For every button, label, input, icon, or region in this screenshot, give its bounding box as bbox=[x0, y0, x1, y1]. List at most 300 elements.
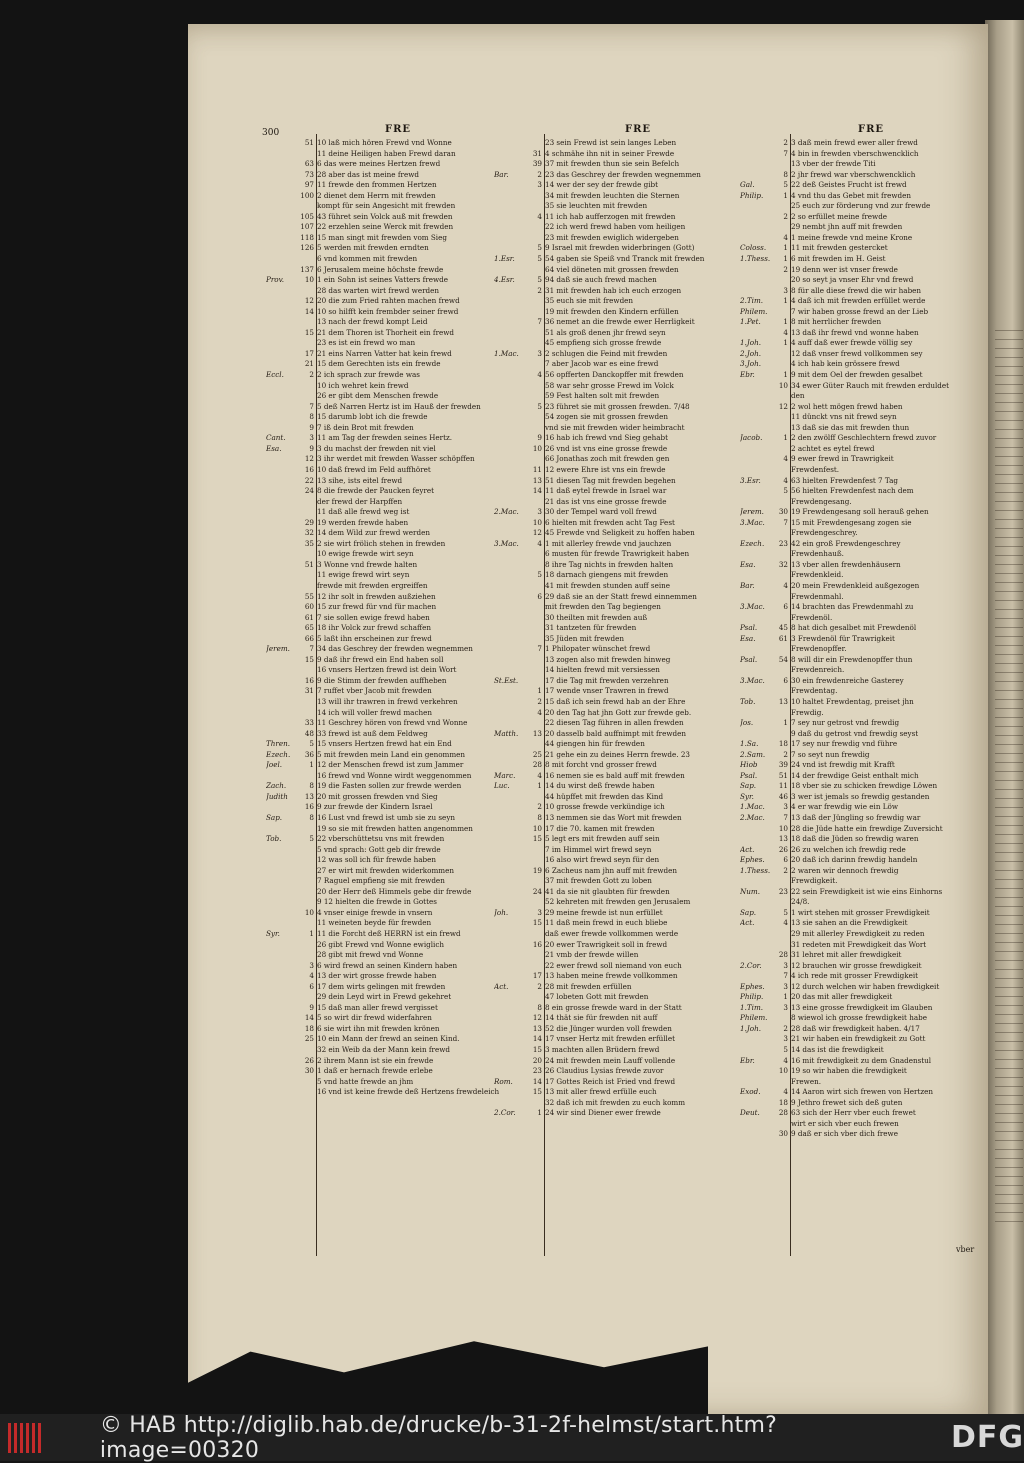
entry-text: 17 vnser Hertz mit frewden erfüllet bbox=[545, 1034, 675, 1044]
book-ref bbox=[740, 665, 770, 676]
book-ref: St.Est. bbox=[494, 675, 519, 685]
book-ref: 1.Joh. bbox=[740, 1023, 761, 1033]
entry-text: 37 mit frewden thun sie sein Befelch bbox=[545, 159, 680, 169]
entry-text: 20 mein Frewdenkleid außgezogen bbox=[791, 580, 920, 590]
entry-text: vnd sie mit frewden wider heimbracht bbox=[545, 422, 685, 432]
entry-text: 14 ich will voller frewd machen bbox=[317, 707, 432, 717]
chapter-ref: 13 bbox=[778, 696, 788, 706]
chapter-ref bbox=[296, 1087, 317, 1098]
entry-text: 26 zu welchen ich frewdig rede bbox=[791, 844, 906, 854]
entry-text: 13 sihe, ists eitel frewd bbox=[317, 475, 403, 485]
book-ref bbox=[266, 454, 296, 465]
book-ref bbox=[266, 412, 296, 423]
index-entry bbox=[740, 286, 985, 297]
index-entry bbox=[266, 1013, 511, 1024]
entry-text: 19 denn wer ist vnser frewde bbox=[791, 264, 898, 274]
entry-text: 3 wer ist jemals so frewdig gestanden bbox=[791, 791, 930, 801]
chapter-ref: 14 bbox=[532, 1034, 542, 1044]
book-ref bbox=[266, 876, 296, 887]
book-ref bbox=[266, 328, 296, 339]
index-entry bbox=[266, 1087, 511, 1098]
chapter-ref: 30 bbox=[304, 1066, 314, 1076]
entry-text: 11 mit frewden gestercket bbox=[791, 243, 888, 253]
entry-text: 14 hielten frewd mit versiessen bbox=[545, 665, 660, 675]
entry-text: 56 hielten Frewdenfest nach dem bbox=[791, 486, 914, 496]
chapter-ref bbox=[524, 792, 545, 803]
book-ref bbox=[494, 1087, 524, 1098]
index-entry bbox=[740, 328, 985, 339]
chapter-ref bbox=[770, 570, 791, 581]
chapter-ref: 4 bbox=[783, 1055, 788, 1065]
entry-text: 10 ewige frewde wirt seyn bbox=[317, 549, 414, 559]
book-ref bbox=[494, 159, 524, 170]
chapter-ref: 7 bbox=[309, 644, 314, 654]
book-ref bbox=[494, 834, 524, 845]
book-ref bbox=[266, 613, 296, 624]
book-ref bbox=[494, 402, 524, 413]
entry-text: 13 zogen also mit frewden hinweg bbox=[545, 654, 671, 664]
book-ref: Act. bbox=[494, 981, 509, 991]
book-ref bbox=[494, 212, 524, 223]
chapter-ref: 3 bbox=[783, 802, 788, 812]
index-entry bbox=[494, 781, 739, 792]
entry-text: 23 sein Frewd ist sein langes Leben bbox=[545, 138, 677, 147]
chapter-ref: 18 bbox=[778, 1097, 788, 1107]
book-ref bbox=[740, 971, 770, 982]
facing-page-text bbox=[995, 330, 1023, 1230]
index-entry bbox=[740, 233, 985, 244]
chapter-ref bbox=[770, 592, 791, 603]
index-entry bbox=[494, 465, 739, 476]
entry-text: daß ewer frewde vollkommen werde bbox=[545, 929, 679, 939]
entry-text: 7 aber Jacob war es eine frewd bbox=[545, 359, 659, 369]
chapter-ref: 10 bbox=[778, 823, 788, 833]
chapter-ref: 3 bbox=[537, 180, 542, 190]
book-ref: 4.Esr. bbox=[494, 275, 515, 285]
entry-text: 7 sie sollen ewige frewd haben bbox=[317, 612, 430, 622]
book-ref bbox=[266, 918, 296, 929]
book-ref bbox=[740, 1129, 770, 1140]
book-ref bbox=[494, 1098, 524, 1109]
chapter-ref: 14 bbox=[532, 1076, 542, 1086]
chapter-ref: 2 bbox=[537, 285, 542, 295]
book-ref bbox=[494, 1034, 524, 1045]
chapter-ref: 15 bbox=[532, 1045, 542, 1055]
book-ref bbox=[494, 581, 524, 592]
book-ref: 3.Mac. bbox=[740, 517, 765, 527]
entry-text: 6 Jerusalem meine höchste frewde bbox=[317, 264, 444, 274]
chapter-ref: 5 bbox=[537, 401, 542, 411]
chapter-ref: 4 bbox=[783, 232, 788, 242]
entry-text: 4 ich rede mit grosser Frewdigkeit bbox=[791, 971, 919, 981]
index-entry bbox=[740, 476, 985, 487]
chapter-ref bbox=[770, 1119, 791, 1130]
index-entry bbox=[740, 423, 985, 434]
entry-text: 20 mit grossen frewden vnd Sieg bbox=[317, 791, 438, 801]
entry-text: 3 ihr werdet mit frewden Wasser schöpffen bbox=[317, 454, 475, 464]
index-entry bbox=[266, 686, 511, 697]
book-ref bbox=[494, 824, 524, 835]
chapter-ref: 28 bbox=[532, 760, 542, 770]
chapter-ref: 51 bbox=[304, 138, 314, 147]
entry-text: 5 werden mit frewden erndten bbox=[317, 243, 429, 253]
chapter-ref bbox=[524, 665, 545, 676]
chapter-ref bbox=[770, 497, 791, 508]
book-ref bbox=[266, 802, 296, 813]
chapter-ref bbox=[296, 771, 317, 782]
index-entry bbox=[266, 549, 511, 560]
chapter-ref: 5 bbox=[783, 1045, 788, 1055]
index-entry bbox=[494, 918, 739, 929]
index-entry bbox=[266, 170, 511, 181]
index-entry bbox=[740, 866, 985, 877]
book-ref bbox=[494, 697, 524, 708]
chapter-ref: 10 bbox=[532, 517, 542, 527]
chapter-ref: 36 bbox=[304, 749, 314, 759]
book-ref bbox=[494, 317, 524, 328]
entry-text: 17 Gottes Reich ist Fried vnd frewd bbox=[545, 1076, 676, 1086]
book-ref bbox=[740, 201, 770, 212]
chapter-ref: 3 bbox=[537, 507, 542, 517]
book-ref: Philip. bbox=[740, 190, 764, 200]
chapter-ref bbox=[524, 897, 545, 908]
entry-text: 17 die 70. kamen mit frewden bbox=[545, 823, 655, 833]
index-entry bbox=[266, 855, 511, 866]
book-ref bbox=[266, 971, 296, 982]
index-entry bbox=[266, 476, 511, 487]
chapter-ref: 55 bbox=[304, 591, 314, 601]
chapter-ref: 13 bbox=[304, 791, 314, 801]
chapter-ref: 9 bbox=[309, 1002, 314, 1012]
entry-text: 4 ich hab kein grössere frewd bbox=[791, 359, 900, 369]
index-entry bbox=[494, 539, 739, 550]
book-ref bbox=[740, 613, 770, 624]
index-entry bbox=[494, 897, 739, 908]
index-entry bbox=[494, 338, 739, 349]
chapter-ref: 1 bbox=[783, 992, 788, 1002]
index-entry bbox=[494, 876, 739, 887]
book-ref bbox=[494, 739, 524, 750]
book-ref: Matth. bbox=[494, 728, 519, 738]
book-ref bbox=[740, 570, 770, 581]
book-ref bbox=[740, 1119, 770, 1130]
entry-text: 5 deß Narren Hertz ist im Hauß der frewden bbox=[317, 401, 481, 411]
index-entry bbox=[494, 317, 739, 328]
entry-text: 37 mit frewden Gott zu loben bbox=[545, 876, 652, 886]
entry-text: 31 tantzeten für frewden bbox=[545, 623, 637, 633]
entry-text: 10 laß mich hören Frewd vnd Wonne bbox=[317, 138, 452, 147]
index-entry bbox=[740, 497, 985, 508]
index-entry bbox=[494, 180, 739, 191]
entry-text: 6 musten für frewde Trawrigkeit haben bbox=[545, 549, 690, 559]
book-ref: Hiob bbox=[740, 760, 758, 770]
index-entry bbox=[266, 370, 511, 381]
index-entry bbox=[494, 296, 739, 307]
book-ref bbox=[266, 655, 296, 666]
book-ref bbox=[266, 665, 296, 676]
chapter-ref: 3 bbox=[783, 981, 788, 991]
index-entry bbox=[494, 370, 739, 381]
entry-text: 4 bin in frewden vberschwencklich bbox=[791, 148, 919, 158]
chapter-ref: 1 bbox=[537, 781, 542, 791]
chapter-ref: 4 bbox=[783, 454, 788, 464]
index-entry bbox=[266, 760, 511, 771]
index-entry bbox=[266, 1003, 511, 1014]
index-entry bbox=[740, 813, 985, 824]
entry-text: 8 ein grosse frewde ward in der Statt bbox=[545, 1002, 682, 1012]
chapter-ref: 1 bbox=[537, 1108, 542, 1118]
book-ref bbox=[494, 1045, 524, 1056]
chapter-ref bbox=[770, 349, 791, 360]
chapter-ref: 11 bbox=[532, 464, 542, 474]
book-ref bbox=[494, 465, 524, 476]
running-head-3: FRE bbox=[858, 124, 885, 135]
chapter-ref: 17 bbox=[532, 971, 542, 981]
chapter-ref: 2 bbox=[309, 370, 314, 380]
entry-text: 13 will ihr trawren in frewd verkehren bbox=[317, 696, 458, 706]
book-ref: Ebr. bbox=[740, 370, 755, 380]
chapter-ref bbox=[524, 950, 545, 961]
entry-text: 28 die Jüde hatte ein frewdige Zuversicht bbox=[791, 823, 943, 833]
chapter-ref: 25 bbox=[304, 1034, 314, 1044]
entry-text: 28 mit frewden erfüllen bbox=[545, 981, 632, 991]
chapter-ref: 31 bbox=[304, 686, 314, 696]
book-ref bbox=[494, 1013, 524, 1024]
chapter-ref bbox=[770, 613, 791, 624]
chapter-ref: 1 bbox=[783, 718, 788, 728]
index-entry bbox=[266, 845, 511, 856]
index-entry bbox=[266, 729, 511, 740]
book-ref: Luc. bbox=[494, 781, 510, 791]
entry-text: 14 wer der sey der frewde gibt bbox=[545, 180, 659, 190]
book-ref: Ezech. bbox=[266, 749, 291, 759]
index-entry bbox=[266, 539, 511, 550]
entry-text: 21 das ist vns eine grosse frewde bbox=[545, 496, 667, 506]
book-ref bbox=[494, 961, 524, 972]
entry-text: 13 haben meine frewde vollkommen bbox=[545, 971, 678, 981]
index-entry bbox=[740, 349, 985, 360]
book-ref bbox=[740, 265, 770, 276]
chapter-ref bbox=[524, 581, 545, 592]
index-entry bbox=[494, 444, 739, 455]
chapter-ref: 31 bbox=[532, 148, 542, 158]
chapter-ref bbox=[770, 897, 791, 908]
book-ref: 2.Joh. bbox=[740, 348, 761, 358]
entry-text: 1 daß er hernach frewde erlebe bbox=[317, 1066, 433, 1076]
entry-text: 35 euch sie mit frewden bbox=[545, 296, 634, 306]
book-ref: Philem. bbox=[740, 306, 768, 316]
book-ref: Judith bbox=[266, 791, 288, 801]
chapter-ref bbox=[770, 940, 791, 951]
index-entry bbox=[740, 581, 985, 592]
chapter-ref bbox=[770, 423, 791, 434]
entry-text: 19 die Fasten sollen zur frewde werden bbox=[317, 781, 462, 791]
index-entry bbox=[494, 908, 739, 919]
entry-text: 2 ihrem Mann ist sie ein frewde bbox=[317, 1055, 434, 1065]
chapter-ref: 7 bbox=[783, 517, 788, 527]
book-ref bbox=[494, 940, 524, 951]
entry-text: 9 Jethro frewet sich deß guten bbox=[791, 1097, 903, 1107]
book-ref bbox=[266, 497, 296, 508]
book-ref: Bar. bbox=[494, 169, 509, 179]
index-entry bbox=[266, 697, 511, 708]
chapter-ref bbox=[296, 391, 317, 402]
chapter-ref bbox=[770, 159, 791, 170]
chapter-ref bbox=[296, 581, 317, 592]
entry-text: Frewdenöl. bbox=[791, 612, 833, 622]
index-entry bbox=[740, 982, 985, 993]
index-entry bbox=[266, 592, 511, 603]
index-entry bbox=[266, 570, 511, 581]
entry-text: 17 sey nur frewdig vnd führe bbox=[791, 739, 898, 749]
entry-text: 20 die zum Fried rahten machen frewd bbox=[317, 296, 460, 306]
index-entry bbox=[740, 370, 985, 381]
entry-text: 2 den zwölff Geschlechtern frewd zuvor bbox=[791, 433, 937, 443]
book-ref bbox=[740, 929, 770, 940]
book-ref bbox=[266, 1066, 296, 1077]
index-entry bbox=[740, 518, 985, 529]
index-entry bbox=[494, 549, 739, 560]
entry-text: 4 er war frewdig wie ein Löw bbox=[791, 802, 898, 812]
index-entry bbox=[494, 760, 739, 771]
chapter-ref bbox=[524, 634, 545, 645]
chapter-ref: 15 bbox=[304, 654, 314, 664]
chapter-ref bbox=[524, 623, 545, 634]
running-head-2: FRE bbox=[625, 124, 652, 135]
chapter-ref: 1 bbox=[537, 686, 542, 696]
entry-text: 11 Geschrey hören von frewd vnd Wonne bbox=[317, 718, 468, 728]
chapter-ref bbox=[770, 359, 791, 370]
entry-text: Frewdentag. bbox=[791, 686, 838, 696]
entry-text: 32 daß ich mit frewden zu euch komm bbox=[545, 1097, 686, 1107]
entry-text: 28 daß wir frewdigkeit haben. 4/17 bbox=[791, 1023, 920, 1033]
book-ref: 1.Thess. bbox=[740, 254, 770, 264]
entry-text: 45 empfieng sich grosse frewde bbox=[545, 338, 662, 348]
chapter-ref: 10 bbox=[304, 275, 314, 285]
book-ref: Sap. bbox=[740, 907, 757, 917]
book-ref bbox=[494, 918, 524, 929]
index-entry bbox=[740, 771, 985, 782]
book-ref: Sap. bbox=[740, 781, 757, 791]
entry-text: 36 nemet an die frewde ewer Herrligkeit bbox=[545, 317, 695, 327]
entry-text: 44 hüpffet mit frewden das Kind bbox=[545, 791, 664, 801]
chapter-ref: 4 bbox=[537, 370, 542, 380]
index-entry bbox=[740, 845, 985, 856]
book-ref bbox=[266, 992, 296, 1003]
index-entry bbox=[494, 665, 739, 676]
chapter-ref: 26 bbox=[778, 844, 788, 854]
index-entry bbox=[266, 792, 511, 803]
book-ref bbox=[266, 676, 296, 687]
index-entry bbox=[494, 961, 739, 972]
book-ref bbox=[494, 655, 524, 666]
entry-text: Frewdenkleid. bbox=[791, 570, 844, 580]
index-entry bbox=[266, 802, 511, 813]
book-ref bbox=[266, 592, 296, 603]
entry-text: 11 weineten beyde für frewden bbox=[317, 918, 432, 928]
entry-text: 10 grosse frewde verkündige ich bbox=[545, 802, 665, 812]
entry-text: 21 wir haben ein frewdigkeit zu Gott bbox=[791, 1034, 926, 1044]
entry-text: mit frewden den Tag begiengen bbox=[545, 602, 661, 612]
chapter-ref: 5 bbox=[537, 275, 542, 285]
entry-text: 14 thät sie für frewden nit auff bbox=[545, 1013, 658, 1023]
entry-text: 11 frewde den frommen Hertzen bbox=[317, 180, 437, 190]
chapter-ref: 13 bbox=[532, 475, 542, 485]
entry-text: 16 hab ich frewd vnd Sieg gehabt bbox=[545, 433, 669, 443]
entry-text: 13 daß sie das mit frewden thun bbox=[791, 422, 910, 432]
chapter-ref: 5 bbox=[537, 243, 542, 253]
index-entry bbox=[740, 412, 985, 423]
index-entry bbox=[740, 602, 985, 613]
entry-text: 21 vmb der frewde willen bbox=[545, 950, 639, 960]
index-entry bbox=[266, 918, 511, 929]
entry-text: 63 hielten Frewdenfest 7 Tag bbox=[791, 475, 899, 485]
book-ref bbox=[494, 370, 524, 381]
chapter-ref: 107 bbox=[300, 222, 314, 232]
entry-text: 15 darumb lobt ich die frewde bbox=[317, 412, 428, 422]
index-entry bbox=[266, 412, 511, 423]
book-ref: 3.Mac. bbox=[740, 675, 765, 685]
chapter-ref: 7 bbox=[783, 971, 788, 981]
entry-text: 22 ewer frewd soll niemand von euch bbox=[545, 960, 682, 970]
index-entry bbox=[494, 243, 739, 254]
entry-text: 18 daß die Jüden so frewdig waren bbox=[791, 834, 919, 844]
book-ref bbox=[266, 1013, 296, 1024]
book-ref: 1.Tim. bbox=[740, 1002, 764, 1012]
entry-text: 15 zur frewd für vnd für machen bbox=[317, 602, 437, 612]
chapter-ref: 9 bbox=[309, 422, 314, 432]
chapter-ref: 21 bbox=[304, 359, 314, 369]
index-entry bbox=[740, 1087, 985, 1098]
book-ref bbox=[266, 254, 296, 265]
book-ref bbox=[266, 170, 296, 181]
chapter-ref bbox=[524, 381, 545, 392]
index-entry bbox=[266, 708, 511, 719]
chapter-ref: 10 bbox=[532, 823, 542, 833]
book-ref bbox=[266, 381, 296, 392]
entry-text: 7 iß dein Brot mit frewden bbox=[317, 422, 414, 432]
index-entry bbox=[266, 507, 511, 518]
book-ref bbox=[494, 950, 524, 961]
chapter-ref: 4 bbox=[783, 327, 788, 337]
book-ref bbox=[266, 1003, 296, 1014]
book-ref bbox=[266, 771, 296, 782]
index-entry bbox=[494, 233, 739, 244]
copyright-url[interactable]: © HAB http://diglib.hab.de/drucke/b-31-2f-helmst/start.htm?image=00320 bbox=[99, 1412, 777, 1463]
entry-text: 23 das Geschrey der frewden wegnemmen bbox=[545, 169, 701, 179]
entry-text: 6 vnd kommen mit frewden bbox=[317, 254, 418, 264]
entry-text: 9 ewer frewd in Trawrigkeit bbox=[791, 454, 894, 464]
index-entry bbox=[494, 170, 739, 181]
index-entry bbox=[740, 381, 985, 392]
chapter-ref: 6 bbox=[783, 675, 788, 685]
index-entry bbox=[494, 381, 739, 392]
book-ref bbox=[266, 549, 296, 560]
book-ref bbox=[266, 465, 296, 476]
index-entry bbox=[740, 570, 985, 581]
chapter-ref: 100 bbox=[300, 190, 314, 200]
entry-text: Frewdenfest. bbox=[791, 464, 840, 474]
book-ref: 1.Mac. bbox=[494, 348, 519, 358]
chapter-ref: 39 bbox=[532, 159, 542, 169]
chapter-ref: 24 bbox=[532, 886, 542, 896]
book-ref bbox=[266, 908, 296, 919]
chapter-ref: 65 bbox=[304, 623, 314, 633]
entry-text: 16 vnd ist keine frewde deß Hertzens frewdeleich bbox=[317, 1087, 500, 1097]
index-entry bbox=[740, 592, 985, 603]
book-ref bbox=[494, 149, 524, 160]
index-entry bbox=[740, 792, 985, 803]
